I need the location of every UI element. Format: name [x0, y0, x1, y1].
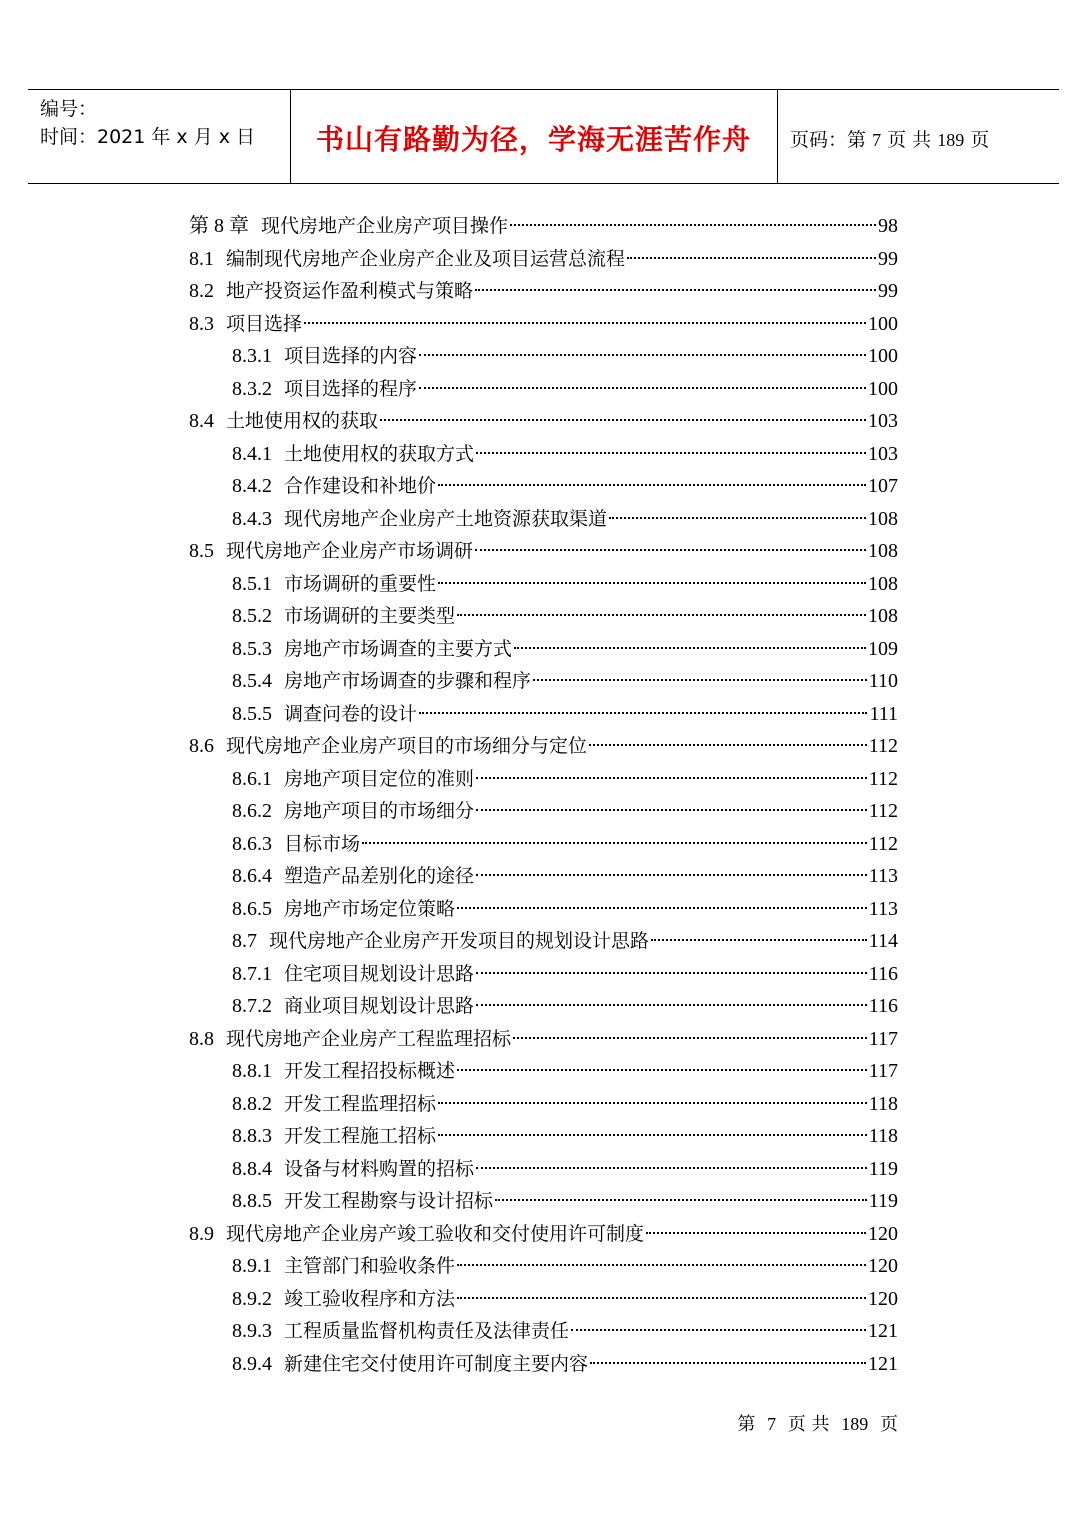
toc-entry-title: 主管部门和验收条件 — [284, 1255, 456, 1277]
toc-entry-number: 8.3.2 — [232, 377, 272, 400]
toc-entry[interactable] — [232, 1122, 898, 1150]
toc-entry-title: 开发工程施工招标 — [284, 1125, 437, 1147]
toc-dot-leader — [304, 322, 866, 324]
toc-dot-leader — [457, 614, 866, 616]
toc-entry[interactable] — [232, 992, 898, 1020]
toc-entry-title: 房地产市场定位策略 — [284, 897, 456, 920]
toc-dot-leader — [476, 809, 867, 811]
toc-entry-title: 房地产市场调查的步骤和程序 — [284, 670, 532, 692]
toc-dot-leader — [589, 744, 867, 746]
toc-entry[interactable] — [232, 602, 898, 630]
toc-entry-page: 98 — [878, 215, 898, 237]
toc-entry-page: 108 — [868, 540, 898, 562]
header-motto: 书山有路勤为径，学海无涯苦作舟 — [315, 123, 751, 156]
toc-dot-leader — [510, 224, 876, 226]
toc-entry-page: 107 — [868, 475, 898, 497]
toc-dot-leader — [571, 1329, 866, 1331]
header-page-prefix: 页码：第 — [790, 129, 867, 151]
toc-dot-leader — [419, 387, 866, 389]
toc-entry-title: 土地使用权的获取 — [226, 410, 379, 432]
toc-entry-title: 商业项目规划设计思路 — [284, 995, 475, 1017]
toc-entry-page: 110 — [868, 670, 898, 692]
toc-entry-title: 现代房地产企业房产项目操作 — [261, 215, 509, 237]
document-code-label: 编号： — [40, 98, 98, 120]
toc-entry-number: 8.3.1 — [232, 345, 272, 367]
toc-entry-page: 100 — [868, 312, 898, 335]
toc-entry-number: 8.9.3 — [232, 1320, 272, 1342]
toc-entry[interactable] — [232, 342, 898, 370]
toc-entry-title: 塑造产品差别化的途径 — [284, 865, 475, 887]
toc-dot-leader — [438, 484, 866, 486]
toc-entry-title: 竣工验收程序和方法 — [284, 1287, 456, 1310]
toc-entry-number: 8.5.5 — [232, 702, 272, 725]
header-page-mid: 页 共 — [887, 129, 932, 151]
toc-entry[interactable] — [232, 1057, 898, 1085]
toc-entry-title: 编制现代房地产企业房产企业及项目运营总流程 — [226, 247, 626, 270]
toc-entry-number: 8.9.4 — [232, 1352, 272, 1375]
footer-page-suffix: 页 — [880, 1414, 898, 1435]
toc-entry[interactable] — [189, 245, 898, 273]
toc-entry-number: 8.9.1 — [232, 1255, 272, 1277]
toc-dot-leader — [438, 1134, 867, 1136]
toc-entry-number: 8.6.5 — [232, 897, 272, 920]
toc-entry-number: 8.4.1 — [232, 442, 272, 465]
toc-entry[interactable] — [189, 732, 898, 760]
toc-dot-leader — [651, 939, 867, 941]
toc-entry[interactable] — [232, 895, 898, 923]
toc-entry-number: 8.9 — [189, 1222, 214, 1245]
toc-entry-page: 99 — [878, 247, 898, 270]
toc-entry-page: 103 — [868, 442, 898, 465]
toc-entry-page: 113 — [868, 897, 898, 920]
toc-dot-leader — [419, 354, 866, 356]
toc-entry[interactable] — [232, 700, 898, 728]
toc-entry-title: 现代房地产企业房产土地资源获取渠道 — [284, 507, 608, 530]
toc-entry[interactable] — [232, 797, 898, 825]
toc-entry-number: 8.6.1 — [232, 767, 272, 790]
toc-entry-title: 项目选择的内容 — [284, 345, 418, 367]
toc-entry-page: 112 — [868, 800, 898, 822]
toc-dot-leader — [514, 647, 866, 649]
header-page-suffix: 页 — [970, 129, 990, 151]
toc-entry-number: 8.8.1 — [232, 1060, 272, 1082]
toc-entry-title: 项目选择 — [226, 312, 303, 335]
toc-entry-title: 开发工程监理招标 — [284, 1092, 437, 1115]
toc-entry[interactable] — [232, 1090, 898, 1118]
toc-entry[interactable] — [189, 1025, 898, 1053]
toc-dot-leader — [419, 712, 867, 714]
header-motto-cell — [290, 90, 778, 183]
toc-entry-title: 调查问卷的设计 — [284, 702, 418, 725]
toc-dot-leader — [513, 1037, 867, 1039]
toc-entry-number: 8.4.3 — [232, 507, 272, 530]
toc-dot-leader — [380, 419, 866, 421]
toc-entry-title: 工程质量监督机构责任及法律责任 — [284, 1320, 570, 1342]
toc-entry-page: 120 — [868, 1287, 898, 1310]
toc-entry[interactable] — [232, 765, 898, 793]
toc-dot-leader — [457, 1069, 867, 1071]
toc-dot-leader — [476, 452, 866, 454]
document-time-label: 时间：2021 年 x 月 x 日 — [40, 126, 256, 148]
toc-entry-number: 8.8.2 — [232, 1092, 272, 1115]
header-page-current: 7 — [872, 130, 882, 150]
toc-entry-title: 土地使用权的获取方式 — [284, 442, 475, 465]
toc-entry-title: 项目选择的程序 — [284, 377, 418, 400]
toc-entry-page: 120 — [868, 1222, 898, 1245]
footer-page-current: 7 — [767, 1414, 777, 1434]
toc-entry-page: 108 — [868, 572, 898, 595]
toc-entry-page: 116 — [868, 995, 898, 1017]
toc-entry[interactable] — [232, 505, 898, 533]
toc-entry-number: 8.8.3 — [232, 1125, 272, 1147]
toc-entry-number: 8.8.5 — [232, 1190, 272, 1212]
toc-entry-number: 8.7 — [232, 930, 257, 952]
toc-entry[interactable] — [232, 472, 898, 500]
toc-dot-leader — [438, 1102, 867, 1104]
toc-entry-title: 房地产市场调查的主要方式 — [284, 637, 513, 660]
toc-entry-page: 121 — [868, 1320, 898, 1342]
toc-entry-number: 8.6.2 — [232, 800, 272, 822]
toc-entry-title: 现代房地产企业房产市场调研 — [226, 540, 474, 562]
toc-entry-page: 108 — [868, 605, 898, 627]
header-page-cell — [778, 90, 1059, 183]
toc-entry[interactable] — [232, 667, 898, 695]
toc-entry[interactable] — [232, 1350, 898, 1378]
toc-entry-page: 108 — [868, 507, 898, 530]
toc-entry-title: 开发工程招投标概述 — [284, 1060, 456, 1082]
footer-page-prefix: 第 — [737, 1414, 756, 1435]
toc-entry-number: 8.6.4 — [232, 865, 272, 887]
toc-dot-leader — [476, 874, 867, 876]
toc-entry[interactable] — [232, 440, 898, 468]
toc-entry-page: 114 — [868, 930, 898, 952]
toc-entry[interactable] — [232, 862, 898, 890]
toc-entry-page: 118 — [868, 1125, 898, 1147]
toc-entry-title: 市场调研的主要类型 — [284, 605, 456, 627]
toc-dot-leader — [475, 289, 876, 291]
toc-entry-title: 房地产项目定位的准则 — [284, 767, 475, 790]
toc-entry-title: 现代房地产企业房产竣工验收和交付使用许可制度 — [226, 1222, 645, 1245]
toc-entry[interactable] — [232, 375, 898, 403]
toc-entry-number: 8.5.2 — [232, 605, 272, 627]
toc-entry-page: 121 — [868, 1352, 898, 1375]
toc-entry-page: 99 — [878, 280, 898, 302]
toc-entry-number: 8.5 — [189, 540, 214, 562]
toc-entry[interactable] — [232, 1317, 898, 1345]
footer-page-total: 189 — [841, 1414, 869, 1434]
toc-dot-leader — [476, 972, 867, 974]
page-header — [28, 89, 1059, 184]
toc-dot-leader — [609, 517, 866, 519]
toc-entry-page: 117 — [868, 1060, 898, 1082]
toc-dot-leader — [457, 907, 867, 909]
toc-entry[interactable] — [189, 1220, 898, 1248]
toc-dot-leader — [590, 1362, 866, 1364]
toc-entry-title: 现代房地产企业房产工程监理招标 — [226, 1027, 512, 1050]
toc-entry[interactable] — [232, 927, 898, 955]
toc-entry[interactable] — [232, 635, 898, 663]
toc-entry-number: 8.9.2 — [232, 1287, 272, 1310]
toc-entry[interactable] — [232, 830, 898, 858]
toc-entry-page: 120 — [868, 1255, 898, 1277]
toc-entry-page: 117 — [868, 1027, 898, 1050]
toc-entry-page: 103 — [868, 410, 898, 432]
header-page-number — [790, 125, 989, 152]
toc-entry[interactable] — [189, 277, 898, 305]
toc-entry-page: 112 — [868, 735, 898, 757]
header-page-total: 189 — [937, 130, 965, 150]
toc-entry-number: 第 8 章 — [189, 215, 249, 237]
toc-entry-number: 8.6.3 — [232, 832, 272, 855]
toc-entry-page: 113 — [868, 865, 898, 887]
toc-entry-title: 目标市场 — [284, 832, 361, 855]
toc-entry-page: 112 — [868, 832, 898, 855]
toc-entry-page: 118 — [868, 1092, 898, 1115]
toc-entry-number: 8.3 — [189, 312, 214, 335]
toc-dot-leader — [457, 1264, 866, 1266]
toc-dot-leader — [533, 679, 867, 681]
toc-entry-title: 设备与材料购置的招标 — [284, 1157, 475, 1180]
page-footer — [737, 1410, 898, 1436]
toc-entry-page: 119 — [868, 1190, 898, 1212]
header-info-cell — [28, 90, 291, 183]
toc-entry-number: 8.8 — [189, 1027, 214, 1050]
toc-entry-page: 112 — [868, 767, 898, 790]
toc-entry-number: 8.2 — [189, 280, 214, 302]
toc-entry-number: 8.6 — [189, 735, 214, 757]
toc-entry-title: 开发工程勘察与设计招标 — [284, 1190, 494, 1212]
toc-dot-leader — [362, 842, 867, 844]
toc-entry-number: 8.5.3 — [232, 637, 272, 660]
toc-entry[interactable] — [232, 570, 898, 598]
toc-entry-number: 8.1 — [189, 247, 214, 270]
toc-entry[interactable] — [232, 1285, 898, 1313]
toc-entry-page: 109 — [868, 637, 898, 660]
toc-dot-leader — [627, 257, 876, 259]
toc-entry-title: 新建住宅交付使用许可制度主要内容 — [284, 1352, 589, 1375]
toc-entry-page: 100 — [868, 345, 898, 367]
toc-dot-leader — [646, 1232, 866, 1234]
toc-entry[interactable] — [189, 310, 898, 338]
toc-entry-title: 地产投资运作盈利模式与策略 — [226, 280, 474, 302]
toc-dot-leader — [475, 549, 866, 551]
toc-entry-title: 市场调研的重要性 — [284, 572, 437, 595]
toc-entry-number: 8.5.4 — [232, 670, 272, 692]
toc-entry[interactable] — [232, 1187, 898, 1215]
footer-page-mid: 页 共 — [787, 1414, 830, 1435]
toc-entry[interactable] — [232, 1155, 898, 1183]
toc-entry-number: 8.8.4 — [232, 1157, 272, 1180]
toc-entry-title: 住宅项目规划设计思路 — [284, 962, 475, 985]
toc-dot-leader — [457, 1297, 866, 1299]
toc-entry-page: 111 — [869, 702, 898, 725]
toc-entry[interactable] — [189, 537, 898, 565]
toc-entry-number: 8.7.1 — [232, 962, 272, 985]
toc-entry[interactable] — [189, 407, 898, 435]
toc-entry-title: 合作建设和补地价 — [284, 475, 437, 497]
toc-entry-number: 8.4 — [189, 410, 214, 432]
toc-entry-number: 8.5.1 — [232, 572, 272, 595]
toc-entry-title: 现代房地产企业房产项目的市场细分与定位 — [226, 735, 588, 757]
toc-entry-number: 8.4.2 — [232, 475, 272, 497]
toc-dot-leader — [476, 1004, 867, 1006]
toc-dot-leader — [476, 777, 867, 779]
toc-entry[interactable] — [189, 212, 898, 240]
toc-entry[interactable] — [232, 1252, 898, 1280]
toc-dot-leader — [495, 1199, 867, 1201]
toc-entry-title: 现代房地产企业房产开发项目的规划设计思路 — [269, 930, 650, 952]
toc-entry-page: 119 — [868, 1157, 898, 1180]
toc-dot-leader — [476, 1167, 867, 1169]
toc-dot-leader — [438, 582, 866, 584]
toc-entry-number: 8.7.2 — [232, 995, 272, 1017]
toc-entry-title: 房地产项目的市场细分 — [284, 800, 475, 822]
toc-entry-page: 100 — [868, 377, 898, 400]
toc-entry-page: 116 — [868, 962, 898, 985]
toc-entry[interactable] — [232, 960, 898, 988]
